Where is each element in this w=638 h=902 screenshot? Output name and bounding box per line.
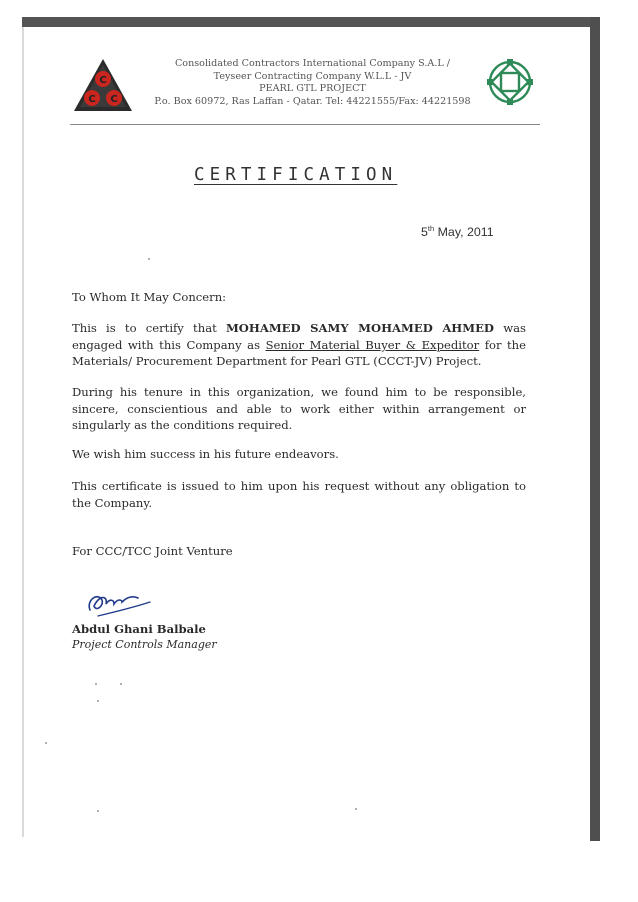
signer-title: Project Controls Manager: [72, 638, 217, 651]
letterhead-text: [150, 58, 475, 108]
wishes-paragraph: We wish him success in his future endeavors.: [72, 447, 339, 461]
letterhead-line-3: PEARL GTL PROJECT: [259, 83, 366, 95]
scan-right-border: [590, 17, 600, 841]
date-suffix: th: [427, 224, 435, 233]
letterhead-line-4: P.o. Box 60972, Ras Laffan - Qatar. Tel: 44221555/Fax: 44221598: [154, 95, 471, 107]
letterhead-divider: [70, 124, 540, 125]
letter-date: [421, 224, 494, 239]
date-day: 5: [421, 225, 428, 240]
handwritten-signature: [84, 580, 156, 622]
closing-line: For CCC/TCC Joint Venture: [72, 544, 233, 558]
scan-speck: [95, 683, 97, 685]
letterhead-line-2: Teyseer Contracting Company W.L.L - JV: [213, 70, 412, 82]
document-title: CERTIFICATION: [194, 165, 398, 185]
scan-speck: [45, 742, 47, 744]
date-rest: May, 2011: [434, 225, 494, 240]
logo-letter-right: C: [110, 94, 118, 105]
salutation: To Whom It May Concern:: [72, 290, 227, 304]
para1-end: for the Materials/ Procurement Department for Pearl GTL (CCCT-JV) Project.: [72, 337, 527, 369]
logo-letter-top: C: [99, 75, 107, 86]
scan-speck: [97, 810, 99, 812]
letterhead-line-1: Consolidated Contractors International Company S.A.L /: [174, 58, 451, 69]
tenure-paragraph: During his tenure in this organization, we found him to be responsible, sincere, conscientious and able to work either within arrangement or singularly as the conditions required.: [72, 385, 526, 433]
scan-speck: [97, 700, 99, 702]
employee-position: Senior Material Buyer & Expeditor: [265, 337, 480, 352]
para1-mid: was engaged with this Company as: [72, 321, 526, 352]
scan-speck: [355, 808, 357, 810]
scan-speck: [148, 258, 150, 260]
para1-intro: This is to certify that: [72, 321, 226, 335]
scan-left-shadow: [22, 27, 24, 837]
logo-letter-left: C: [88, 94, 96, 105]
certification-paragraph: [72, 320, 526, 370]
signer-name: Abdul Ghani Balbale: [72, 622, 206, 636]
issuance-paragraph: This certificate is issued to him upon his request without any obligation to the Company.: [72, 479, 526, 510]
teyseer-logo-icon: [485, 57, 535, 107]
scan-top-border: [22, 17, 600, 27]
scan-speck: [120, 683, 122, 685]
employee-name: MOHAMED SAMY MOHAMED AHMED: [225, 321, 494, 335]
ccc-logo-icon: [72, 57, 134, 113]
